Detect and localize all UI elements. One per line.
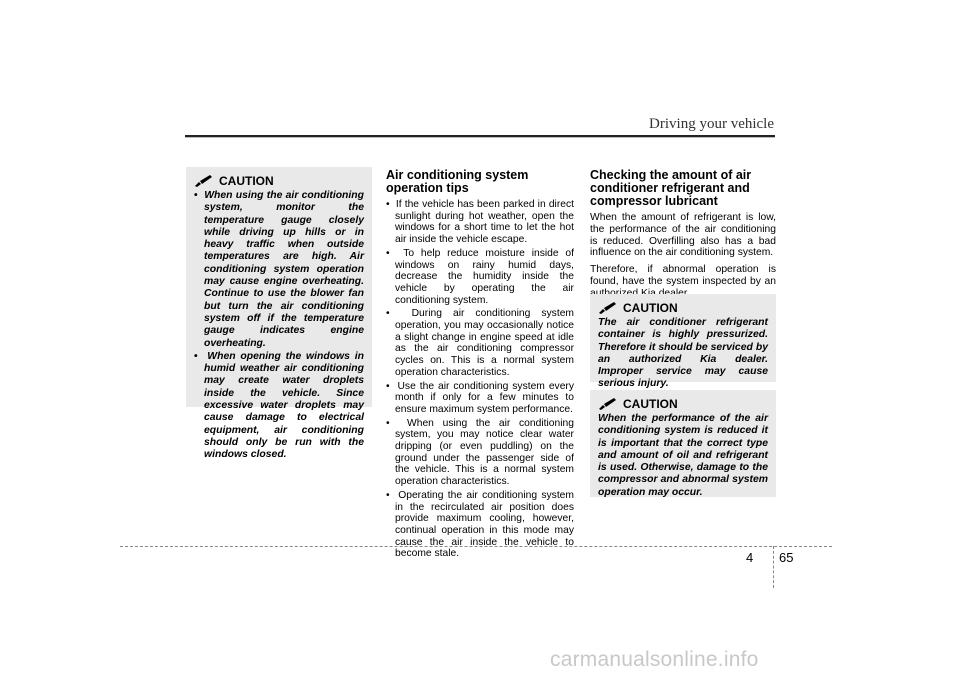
- caution-box-right-1: [590, 294, 776, 390]
- watermark: carmanualsonline.info: [550, 648, 759, 671]
- refrigerant-column: [590, 169, 776, 305]
- body-paragraph: Therefore, if abnormal operation is found, have the system inspected by an: [590, 264, 776, 287]
- tip-item: • During air conditioning system operation, you may occasionally notice a slight change in engine speed at idle as the air conditioning compressor cycles on. This is a normal system operation characteristics.: [386, 308, 574, 378]
- caution-item: • When opening the windows in humid weather air conditioning may create water droplets inside the vehicle. Since excessive water droplets may cause damage to electrical equipment, air conditioning should only be run with the windows closed.: [194, 351, 364, 462]
- pencil-icon: [598, 398, 618, 410]
- caution-text: The air conditioner refrigerant container is highly pressurized. Therefore it should be serviced by an authorized Kia dealer. Improper service may cause serious injury.: [598, 317, 768, 390]
- caution-heading: CAUTION: [623, 397, 678, 411]
- section-heading: Air conditioning system operation tips: [386, 168, 529, 195]
- tip-item: • To help reduce moisture inside of windows on rainy humid days, decrease the humidity inside the vehicle by operating the air conditioning system.: [386, 248, 574, 307]
- caution-heading: CAUTION: [219, 174, 274, 188]
- caution-text: When the performance of the air conditioning system is reduced it is important that the correct type and amount of oil and refrigerant is used. Otherwise, damage to the compressor and abnormal system operation may occur.: [598, 413, 768, 498]
- caution-item: • When using the air conditioning system, monitor the temperature gauge closely while driving up hills or in heavy traffic when outside temperatures are high. Air conditioning system operation may cause engine overheating. Continue to use the blower fan but turn the air conditioning system off if the temperature gauge indicates engine overheating.: [194, 190, 364, 350]
- caution-header: [194, 174, 364, 188]
- body-paragraph: When the amount of refrigerant is low, the performance of the air conditioning is reduced. Overfilling also has a bad influence on the air conditioning system.: [590, 212, 776, 259]
- tip-item: • If the vehicle has been parked in direct sunlight during hot weather, open the windows for a short time to let the hot air inside the vehicle escape.: [386, 199, 574, 246]
- caution-list: [194, 190, 364, 462]
- tips-list: [386, 199, 574, 560]
- pencil-icon: [194, 175, 214, 187]
- caution-heading: CAUTION: [623, 301, 678, 315]
- tip-item: • Use the air conditioning system every month if only for a few minutes to ensure maximum system performance.: [386, 381, 574, 416]
- section-heading: Checking the amount of air conditioner refrigerant and compressor lubricant: [590, 168, 752, 208]
- footer-divider: [773, 546, 774, 588]
- tips-column: [386, 169, 574, 562]
- page-header-title: Driving your vehicle: [649, 116, 774, 132]
- chapter-number: 4: [746, 550, 754, 565]
- page-number: 65: [779, 550, 794, 565]
- tip-item: • When using the air conditioning system, you may notice clear water dripping (or even puddling) on the ground under the passenger side of the vehicle. This is a normal system operation characteristics.: [386, 418, 574, 488]
- pencil-icon: [598, 302, 618, 314]
- caution-header: [598, 397, 768, 411]
- tip-item: • Operating the air conditioning system in the recirculated air position does provide maximum cooling, however, continual operation in this mode may cause the air inside the vehicle to become stale.: [386, 490, 574, 560]
- footer-rule: [120, 546, 832, 547]
- caution-header: [598, 301, 768, 315]
- caution-box-left: [186, 167, 372, 461]
- caution-box-right-2: [590, 390, 776, 497]
- header-rule-light: [185, 137, 775, 138]
